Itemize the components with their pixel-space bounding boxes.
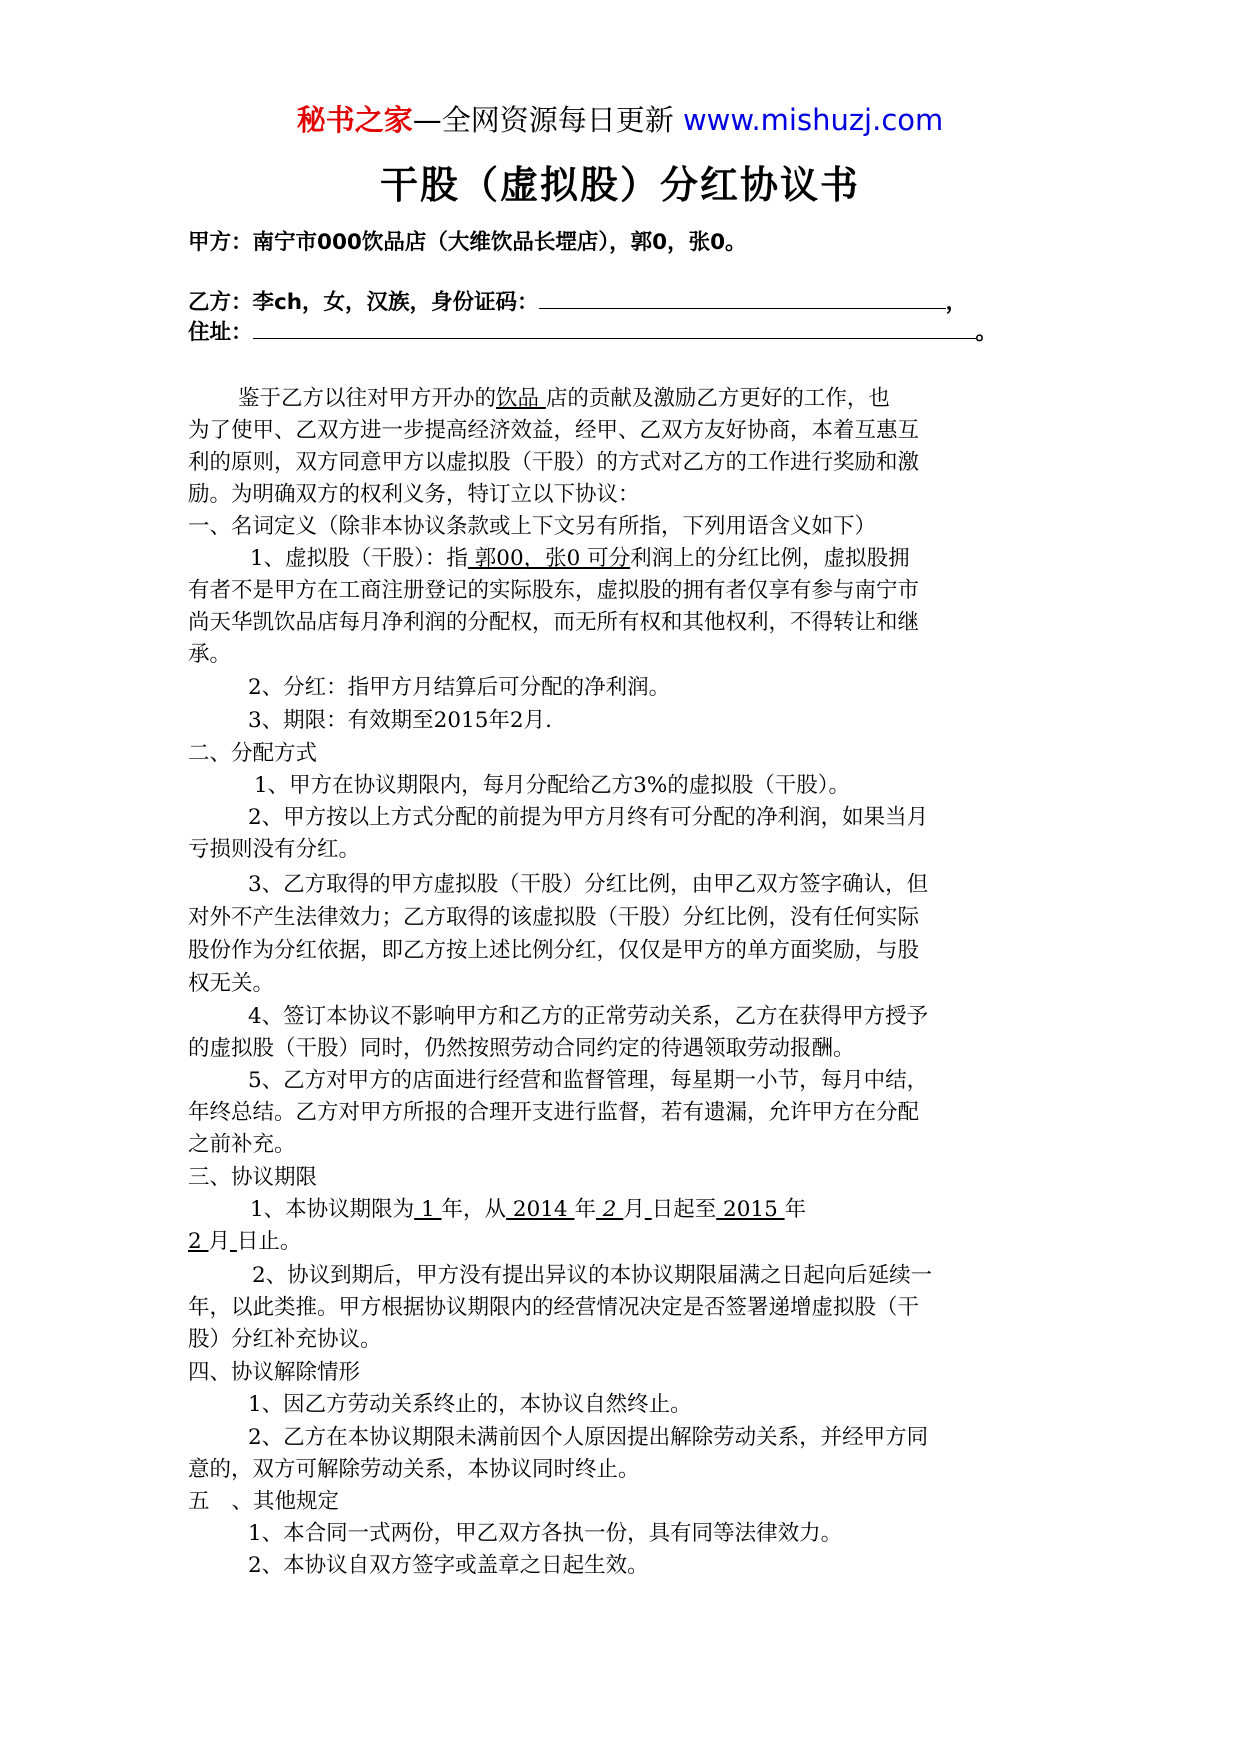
s3-item-2-line-3: 股）分红补充协议。 — [188, 1327, 382, 1352]
preamble-line-3: 利的原则，双方同意甲方以虚拟股（干股）的方式对乙方的工作进行奖励和激 — [188, 450, 920, 475]
preamble-line-4: 励。为明确双方的权利义务，特订立以下协议： — [188, 482, 640, 507]
party-b-line: 乙方：李ch，女，汉族，身份证码： ， — [188, 290, 968, 315]
s2-item-3-line-2: 对外不产生法律效力；乙方取得的该虚拟股（干股）分红比例，没有任何实际 — [188, 905, 920, 930]
address-label: 住址： — [188, 320, 253, 345]
start-day-field — [645, 1197, 652, 1222]
term-years-field: 1 — [414, 1197, 442, 1222]
end-day-field — [230, 1229, 237, 1254]
s1-item-3: 3、期限：有效期至2015年2月. — [248, 708, 552, 733]
start-month-field: 2 — [595, 1197, 624, 1222]
s1-item-1-line-4: 承。 — [188, 642, 232, 667]
s1-item-1-line-1: 1、虚拟股（干股）：指 郭00，张0 可分利润上的分红比例，虚拟股拥 — [250, 546, 910, 571]
s3-item-2-line-1: 2、协议到期后，甲方没有提出异议的本协议期限届满之日起向后延续一 — [252, 1263, 933, 1288]
s5-item-2: 2、本协议自双方签字或盖章之日起生效。 — [248, 1553, 649, 1578]
s2-item-3-line-3: 股份作为分红依据，即乙方按上述比例分红，仅仅是甲方的单方面奖励，与股 — [188, 938, 920, 963]
section-5-heading — [188, 1487, 1068, 1517]
section-3-heading: 三、协议期限 — [188, 1165, 318, 1190]
banner-brand: 秘书之家 — [296, 103, 413, 137]
preamble-line-1: 鉴于乙方以往对甲方开办的饮品 店的贡献及激励乙方更好的工作，也 — [238, 386, 890, 411]
s4-item-1: 1、因乙方劳动关系终止的，本协议自然终止。 — [248, 1392, 692, 1417]
s3-item-1-line-1: 1、本协议期限为 1 年，从 2014 年 2 月 日起至 2015 年 — [250, 1197, 807, 1222]
holder-names-field: 郭00，张0 可分 — [467, 546, 631, 571]
s2-item-4-line-2: 的虚拟股（干股）同时，仍然按照劳动合同约定的待遇领取劳动报酬。 — [188, 1036, 855, 1061]
s2-item-5-line-3: 之前补充。 — [188, 1132, 296, 1157]
section-5-title: 、其他规定 — [231, 1489, 340, 1514]
banner-url-link[interactable]: www.mishuzj.com — [682, 103, 944, 137]
document-title: 干股（虚拟股）分红协议书 — [379, 163, 860, 207]
end-year-field: 2015 — [716, 1197, 785, 1222]
party-a-line: 甲方：南宁市000饮品店（大维饮品长堽店），郭0，张0。 — [188, 230, 747, 255]
section-2-heading: 二、分配方式 — [188, 741, 318, 766]
section-4-heading: 四、协议解除情形 — [188, 1360, 361, 1385]
s2-item-3-line-1: 3、乙方取得的甲方虚拟股（干股）分红比例，由甲乙双方签字确认，但 — [248, 872, 929, 897]
s2-item-3-line-4: 权无关。 — [188, 971, 275, 996]
s2-item-1: 1、甲方在协议期限内，每月分配给乙方3%的虚拟股（干股）。 — [254, 773, 851, 798]
id-number-blank — [539, 288, 946, 309]
s2-item-2-line-1: 2、甲方按以上方式分配的前提为甲方月终有可分配的净利润，如果当月 — [248, 805, 929, 830]
end-month-field: 2 — [188, 1229, 209, 1254]
party-b-label: 乙方：李ch，女，汉族，身份证码： — [188, 290, 539, 315]
s2-item-5-line-2: 年终总结。乙方对甲方所报的合理开支进行监督，若有遗漏，允许甲方在分配 — [188, 1100, 920, 1125]
s5-item-1: 1、本合同一式两份，甲乙双方各执一份，具有同等法律效力。 — [248, 1521, 843, 1546]
address-line: 住址： 。 — [188, 320, 998, 345]
s1-item-1-line-3: 尚天华凯饮品店每月净利润的分配权，而无所有权和其他权利，不得转让和继 — [188, 610, 920, 635]
section-5-number: 五 — [188, 1489, 210, 1514]
preamble-line-2: 为了使甲、乙双方进一步提高经济效益，经甲、乙双方友好协商，本着互惠互 — [188, 418, 920, 443]
s2-item-4-line-1: 4、签订本协议不影响甲方和乙方的正常劳动关系，乙方在获得甲方授予 — [248, 1004, 929, 1029]
section-1-heading: 一、名词定义（除非本协议条款或上下文另有所指，下列用语含义如下） — [188, 514, 877, 539]
s3-item-1-line-2: 2 月 日止。 — [188, 1229, 302, 1254]
shop-type-field: 饮品 — [496, 386, 546, 411]
s4-item-2-line-1: 2、乙方在本协议期限未满前因个人原因提出解除劳动关系，并经甲方同 — [248, 1425, 929, 1450]
s1-item-1-line-2: 有者不是甲方在工商注册登记的实际股东，虚拟股的拥有者仅享有参与南宁市 — [188, 578, 920, 603]
banner-slogan: —全网资源每日更新 — [412, 103, 674, 137]
site-banner — [0, 100, 1240, 140]
s4-item-2-line-2: 意的，双方可解除劳动关系，本协议同时终止。 — [188, 1457, 640, 1482]
s1-item-2: 2、分红：指甲方月结算后可分配的净利润。 — [248, 675, 671, 700]
s2-item-2-line-2: 亏损则没有分红。 — [188, 837, 361, 862]
s3-item-2-line-2: 年，以此类推。甲方根据协议期限内的经营情况决定是否签署递增虚拟股（干 — [188, 1295, 920, 1320]
address-blank — [253, 318, 976, 339]
start-year-field: 2014 — [506, 1197, 575, 1222]
s2-item-5-line-1: 5、乙方对甲方的店面进行经营和监督管理，每星期一小节，每月中结， — [248, 1068, 929, 1093]
